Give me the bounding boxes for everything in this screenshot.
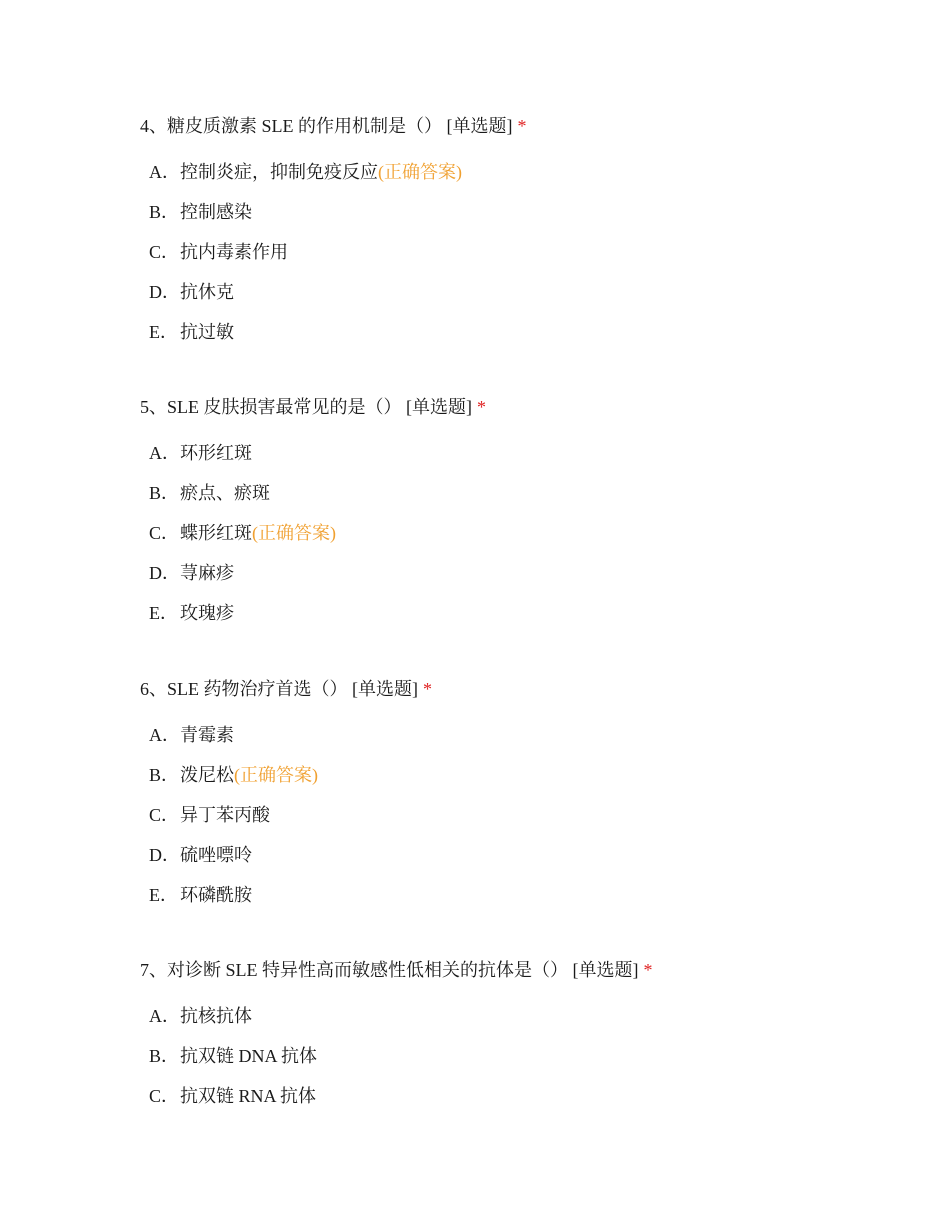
question-title <box>140 114 920 138</box>
option-text: 瘀点、瘀斑 <box>180 483 270 503</box>
option-text: 异丁苯丙酸 <box>180 805 270 825</box>
option-text: 环磷酰胺 <box>180 885 252 905</box>
question-text: 4、糖皮质激素 SLE 的作用机制是（） [单选题] <box>140 116 513 136</box>
option-letter: D． <box>149 563 180 583</box>
question-title <box>140 677 920 701</box>
option-text: 抗过敏 <box>180 322 234 342</box>
option-e[interactable] <box>140 601 920 625</box>
question-5 <box>140 395 920 641</box>
option-text: 蝶形红斑 <box>180 523 252 543</box>
option-text: 抗休克 <box>180 282 234 302</box>
correct-answer-tag: (正确答案) <box>378 162 462 182</box>
question-text: 7、对诊断 SLE 特异性高而敏感性低相关的抗体是（） [单选题] <box>140 960 639 980</box>
option-text: 控制炎症，抑制免疫反应 <box>180 162 378 182</box>
option-letter: B． <box>149 483 180 503</box>
option-list <box>140 723 920 907</box>
required-mark: * <box>423 679 432 699</box>
option-letter: B． <box>149 765 180 785</box>
correct-answer-tag: (正确答案) <box>252 523 336 543</box>
option-b[interactable] <box>140 1044 920 1068</box>
option-b[interactable] <box>140 763 920 787</box>
option-letter: D． <box>149 282 180 302</box>
option-letter: D． <box>149 845 180 865</box>
option-text: 抗内毒素作用 <box>180 242 288 262</box>
option-letter: A． <box>149 443 180 463</box>
option-c[interactable] <box>140 1084 920 1108</box>
question-title <box>140 395 920 419</box>
required-mark: * <box>477 397 486 417</box>
option-letter: C． <box>149 242 180 262</box>
option-a[interactable] <box>140 441 920 465</box>
question-text: 5、SLE 皮肤损害最常见的是（） [单选题] <box>140 397 472 417</box>
option-letter: E． <box>149 603 178 623</box>
required-mark: * <box>517 116 527 136</box>
option-text: 泼尼松 <box>180 765 234 785</box>
option-letter: E． <box>149 322 178 342</box>
option-text: 玫瑰疹 <box>180 603 234 623</box>
correct-answer-tag: (正确答案) <box>234 765 318 785</box>
option-text: 抗双链 RNA 抗体 <box>180 1086 317 1106</box>
question-7 <box>140 958 920 1124</box>
option-list <box>140 1004 920 1108</box>
option-e[interactable] <box>140 320 920 344</box>
option-d[interactable] <box>140 561 920 585</box>
option-text: 环形红斑 <box>180 443 252 463</box>
option-b[interactable] <box>140 200 920 224</box>
question-6 <box>140 677 920 923</box>
option-letter: C． <box>149 1086 180 1106</box>
option-c[interactable] <box>140 803 920 827</box>
option-c[interactable] <box>140 521 920 545</box>
option-letter: C． <box>149 523 180 543</box>
question-4 <box>140 114 920 360</box>
option-d[interactable] <box>140 280 920 304</box>
option-c[interactable] <box>140 240 920 264</box>
option-letter: C． <box>149 805 180 825</box>
option-letter: B． <box>149 202 180 222</box>
option-e[interactable] <box>140 883 920 907</box>
option-text: 硫唑嘌呤 <box>180 845 252 865</box>
option-a[interactable] <box>140 723 920 747</box>
option-letter: E． <box>149 885 178 905</box>
option-b[interactable] <box>140 481 920 505</box>
option-text: 抗双链 DNA 抗体 <box>180 1046 318 1066</box>
option-list <box>140 441 920 625</box>
option-text: 青霉素 <box>180 725 234 745</box>
question-text: 6、SLE 药物治疗首选（） [单选题] <box>140 679 418 699</box>
question-title <box>140 958 920 982</box>
option-text: 荨麻疹 <box>180 563 234 583</box>
option-d[interactable] <box>140 843 920 867</box>
required-mark: * <box>643 960 653 980</box>
option-letter: A． <box>149 1006 180 1026</box>
option-letter: A． <box>149 725 180 745</box>
option-letter: B． <box>149 1046 180 1066</box>
option-letter: A． <box>149 162 180 182</box>
option-a[interactable] <box>140 160 920 184</box>
option-list <box>140 160 920 344</box>
option-text: 抗核抗体 <box>180 1006 252 1026</box>
option-text: 控制感染 <box>180 202 252 222</box>
option-a[interactable] <box>140 1004 920 1028</box>
